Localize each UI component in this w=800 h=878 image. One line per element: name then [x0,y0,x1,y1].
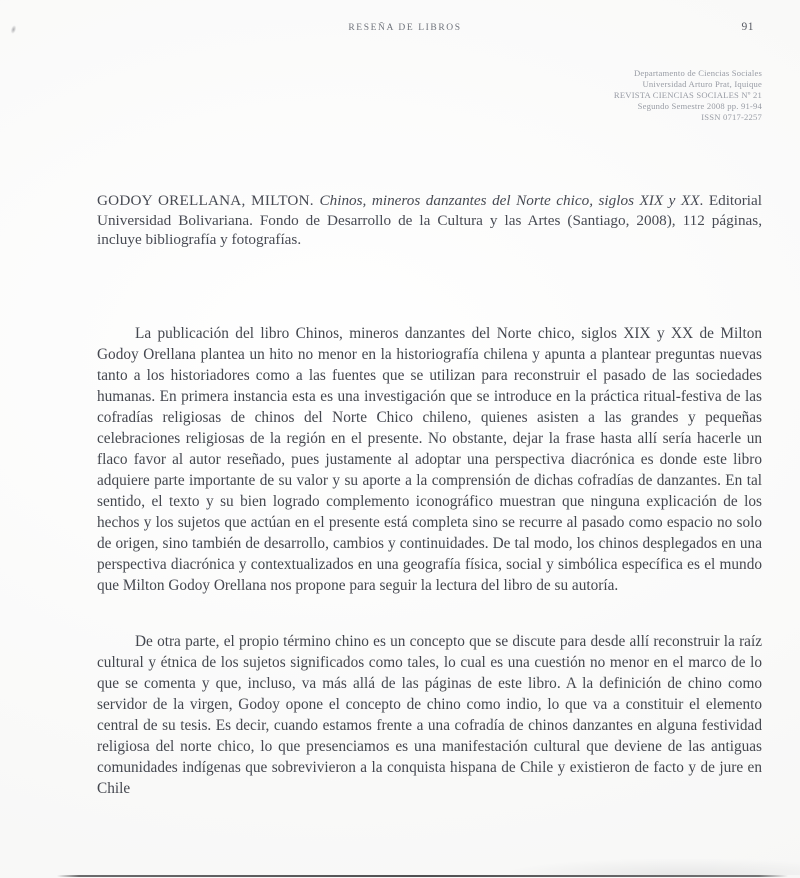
journal-imprint-line: Segundo Semestre 2008 pp. 91-94 [637,101,762,111]
scan-speck [10,24,18,34]
journal-imprint-block [614,68,762,123]
review-paragraph-1: La publicación del libro Chinos, mineros danzantes del Norte chico, siglos XIX y XX de Milton Godoy Orellana plantea un hito no menor en la historiografía chilena y apunta a plantear preguntas nuevas tanto a los historiadores como a las fuentes que se utilizan para reconstruir el pasado de las sociedades humanas. En primera instancia esta es una investigación que se introduce en la práctica ritual-festiva de las cofradías religiosas de chinos del Norte Chico chileno, quienes asisten a las grandes y pequeñas celebraciones religiosas de la región en el presente. No obstante, dejar la frase hasta allí sería hacerle un flaco favor al autor reseñado, pues justamente al adoptar una perspectiva diacrónica es donde este libro adquiere parte importante de su valor y su aporte a la comprensión de dichas cofradías de danzantes. En tal sentido, el texto y su bien logrado complemento iconográfico muestran que ninguna explicación de los hechos y los sujetos que actúan en el presente está completa sino se recurre al pasado como espacio no solo de origen, sino también de desarrollo, cambios y continuidades. De tal modo, los chinos desplegados en una perspectiva diacrónica y contextualizados en una geografía física, social y simbólica específica es el mundo que Milton Godoy Orellana nos propone para seguir la lectura del libro de su autoría. [97,325,762,594]
running-title: RESEÑA DE LIBROS [348,23,462,33]
citation-details: . Editorial Universidad Bolivariana. Fondo de Desarrollo de la Cultura y las Artes (Santiago, 2008), 112 páginas, incluye bibliografía y fotografías. [97,192,762,249]
book-citation [97,191,762,250]
journal-imprint-line: Departamento de Ciencias Sociales [633,68,762,78]
scan-smudge [510,859,800,875]
review-paragraph-2: De otra parte, el propio término chino es un concepto que se discute para desde allí reconstruir la raíz cultural y étnica de los sujetos significados como tales, lo cual es una cuestión no menor en el marco de lo que se comenta y que, incluso, va más allá de las páginas de este libro. A la definición de chino como servidor de la virgen, Godoy opone el concepto de chino como indio, lo que va a constituir el elemento central de su tesis. Es decir, cuando estamos frente a una cofradía de chinos danzantes en alguna festividad religiosa del norte chico, lo que presenciamos es una manifestación cultural que deviene de las antiguas comunidades indígenas que sobrevivieron a la conquista hispana de Chile y existieron de facto y de jure en Chile [97,633,762,797]
journal-imprint-line: REVISTA CIENCIAS SOCIALES Nº 21 [613,90,762,100]
journal-imprint-line: Universidad Arturo Prat, Iquique [642,79,762,89]
citation-authors: GODOY ORELLANA, MILTON. [97,192,320,209]
journal-imprint-line: ISSN 0717-2257 [701,112,762,122]
citation-book-title: Chinos, mineros danzantes del Norte chico, siglos XIX y XX [319,192,700,209]
scan-edge-line [57,875,788,877]
page-number: 91 [741,21,754,33]
